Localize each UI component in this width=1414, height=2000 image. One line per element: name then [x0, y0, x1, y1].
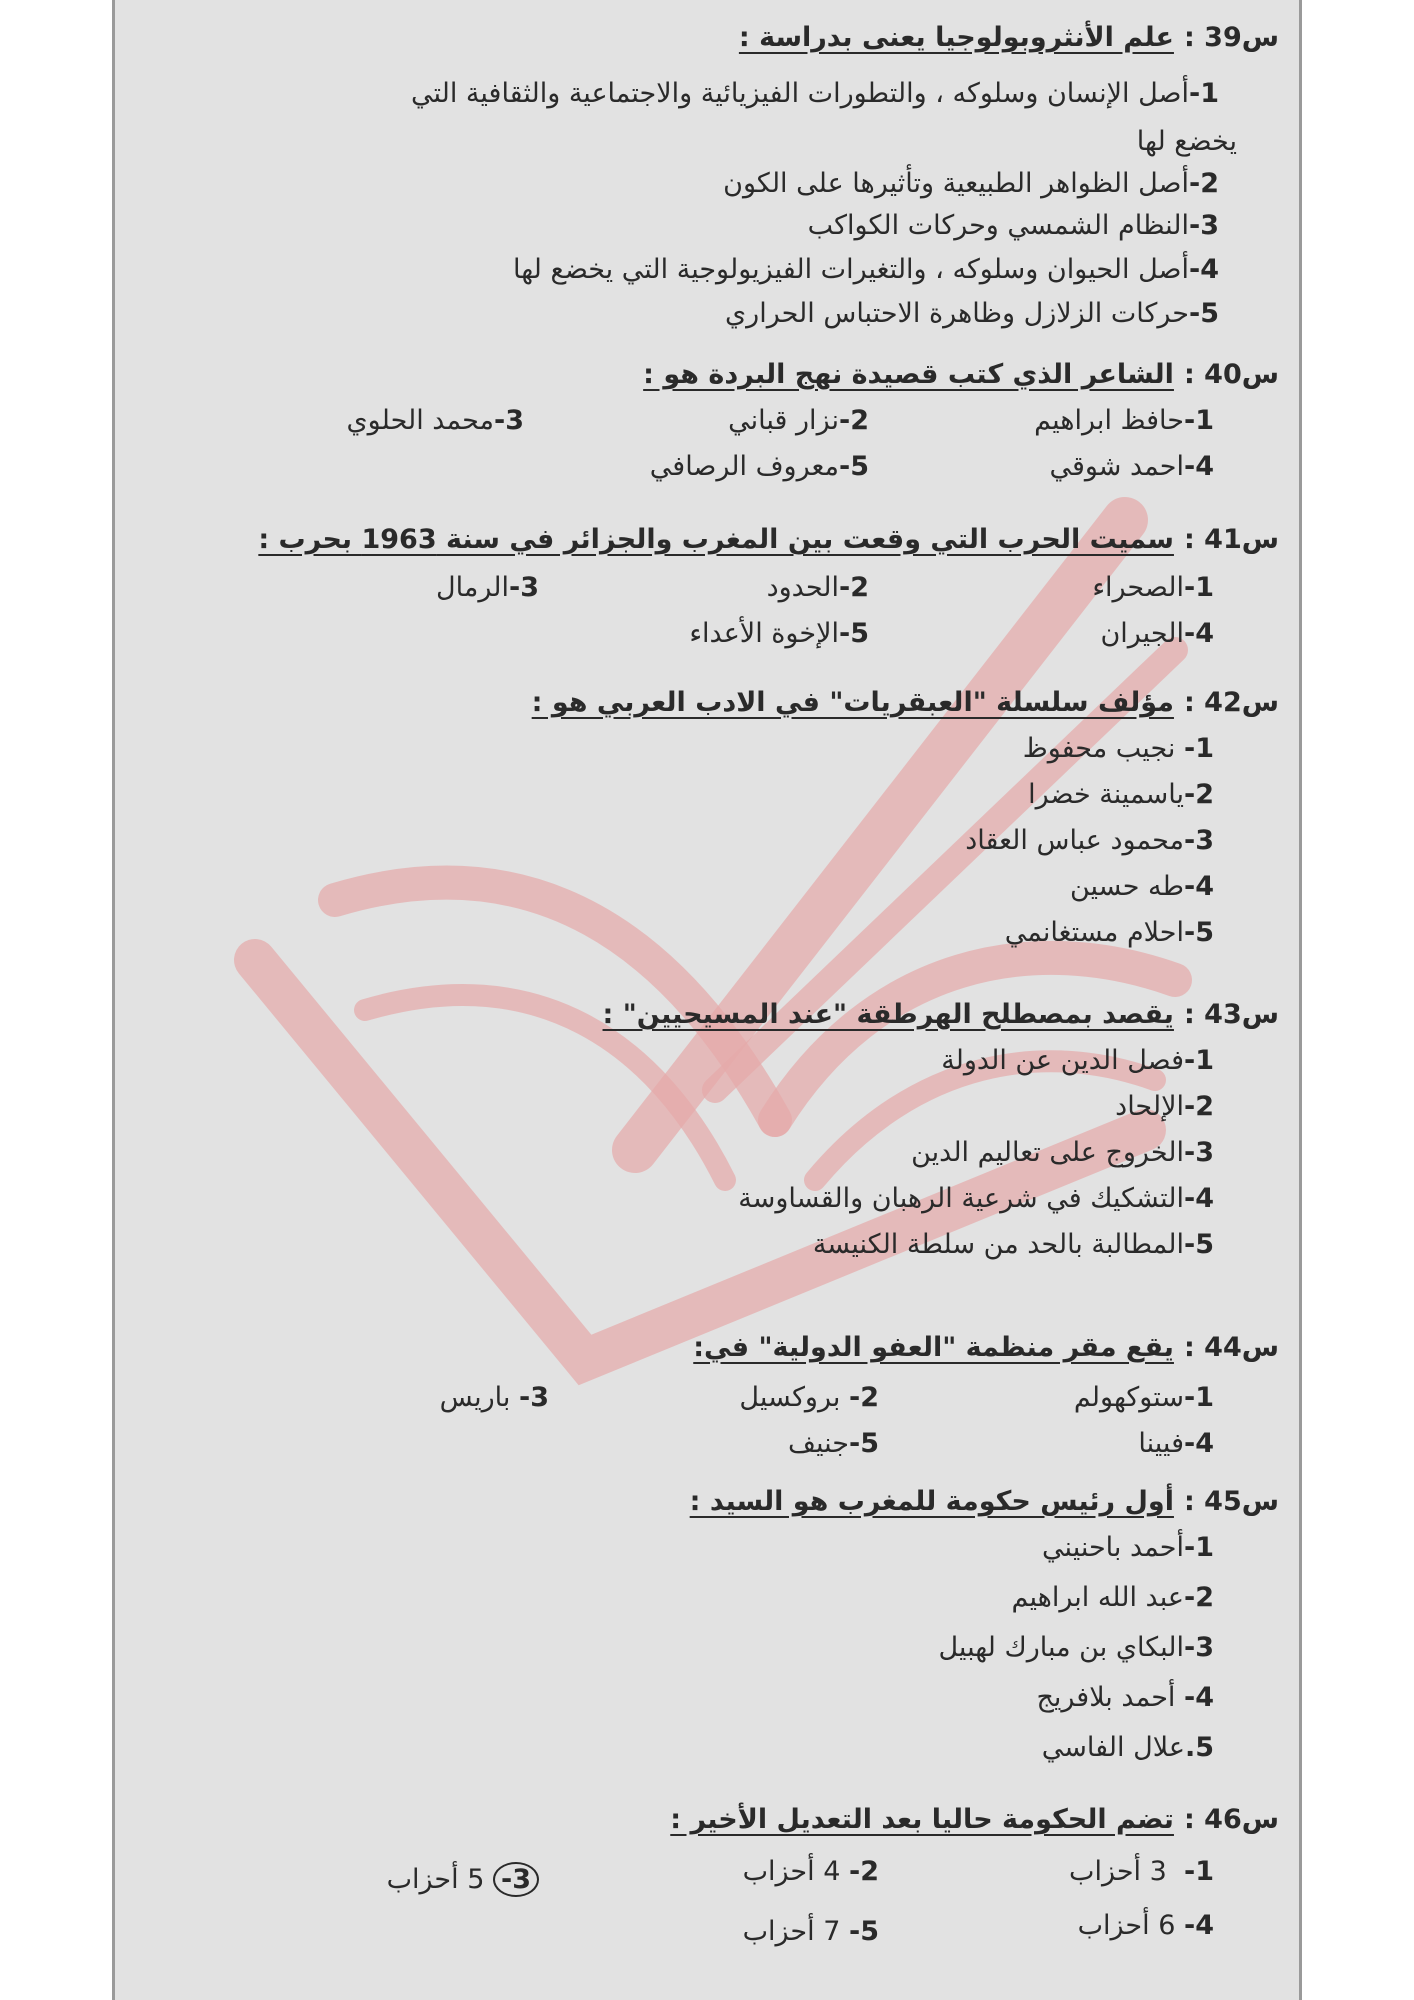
- option-1: 1-ستوكهولم: [1073, 1382, 1214, 1413]
- option-5: 5-حركات الزلازل وظاهرة الاحتباس الحراري: [725, 298, 1219, 329]
- option-5: 5-احلام مستغانمي: [1004, 917, 1214, 948]
- option-4: 4-الجيران: [1100, 618, 1214, 649]
- answer-circle-mark: 3-: [493, 1862, 539, 1897]
- option-3: 3-البكاي بن مبارك لهبيل: [938, 1632, 1214, 1663]
- option-1: 1-أصل الإنسان وسلوكه ، والتطورات الفيزيائية والاجتماعية والثقافية التي: [410, 78, 1219, 109]
- question-40: [135, 355, 1279, 495]
- question-number: س41 :: [1183, 524, 1279, 555]
- question-number: س40 :: [1183, 359, 1279, 390]
- question-43: [135, 995, 1279, 1295]
- option-5: 5-المطالبة بالحد من سلطة الكنيسة: [812, 1229, 1214, 1260]
- question-header: [135, 355, 1279, 395]
- option-3-circled: 3- 5 أحزاب: [387, 1862, 539, 1897]
- question-text: مؤلف سلسلة "العبقريات" في الادب العربي هو :: [531, 687, 1174, 718]
- option-3: 3-الرمال: [436, 572, 539, 603]
- question-header: [135, 683, 1279, 723]
- question-header: [135, 1482, 1279, 1522]
- option-2: 2-الحدود: [766, 572, 869, 603]
- question-number: س43 :: [1183, 999, 1279, 1030]
- option-5: 5- 7 أحزاب: [742, 1916, 879, 1947]
- option-5: 5-جنيف: [788, 1428, 879, 1459]
- question-39: [135, 18, 1279, 358]
- option-1: 1-الصحراء: [1092, 572, 1214, 603]
- option-4: 4-طه حسين: [1069, 871, 1214, 902]
- option-4: 4-أصل الحيوان وسلوكه ، والتغيرات الفيزيولوجية التي يخضع لها: [512, 254, 1219, 285]
- exam-page: [112, 0, 1302, 2000]
- option-2: 2- بروكسيل: [739, 1382, 879, 1413]
- question-42: [135, 683, 1279, 983]
- question-number: س46 :: [1183, 1804, 1279, 1835]
- option-2: 2-نزار قباني: [728, 405, 869, 436]
- question-46: [135, 1800, 1279, 1970]
- option-1: 1-فصل الدين عن الدولة: [941, 1045, 1214, 1076]
- option-3: 3-محمود عباس العقاد: [965, 825, 1214, 856]
- question-text: تضم الحكومة حاليا بعد التعديل الأخير :: [670, 1804, 1174, 1835]
- option-3: 3-الخروج على تعاليم الدين: [911, 1137, 1214, 1168]
- question-number: س39 :: [1183, 22, 1279, 53]
- option-5: 5-معروف الرصافي: [649, 451, 869, 482]
- option-2: 2- 4 أحزاب: [742, 1856, 879, 1887]
- question-text: سميت الحرب التي وقعت بين المغرب والجزائر في سنة 1963 بحرب :: [258, 524, 1174, 555]
- option-4: 4- أحمد بلافريج: [1036, 1682, 1214, 1713]
- question-41: [135, 520, 1279, 660]
- question-45: [135, 1482, 1279, 1782]
- option-3: 3-النظام الشمسي وحركات الكواكب: [807, 210, 1219, 241]
- question-header: [135, 995, 1279, 1035]
- option-2: 2-الإلحاد: [1115, 1091, 1214, 1122]
- question-number: س42 :: [1183, 687, 1279, 718]
- option-2: 2-ياسمينة خضرا: [1028, 779, 1214, 810]
- option-2: 2-عبد الله ابراهيم: [1011, 1582, 1214, 1613]
- question-text: علم الأنثروبولوجيا يعنى بدراسة :: [738, 22, 1174, 53]
- question-header: [135, 18, 1279, 58]
- option-3: 3-محمد الحلوي: [346, 405, 524, 436]
- question-header: [135, 1328, 1279, 1368]
- option-1: 1-أحمد باحنيني: [1042, 1532, 1214, 1563]
- option-4: 4-احمد شوقي: [1049, 451, 1214, 482]
- option-2: 2-أصل الظواهر الطبيعية وتأثيرها على الكون: [723, 168, 1219, 199]
- question-header: [135, 1800, 1279, 1840]
- option-4: 4-فيينا: [1138, 1428, 1214, 1459]
- question-text: يقع مقر منظمة "العفو الدولية" في:: [693, 1332, 1174, 1363]
- option-3: 3- باريس: [439, 1382, 549, 1413]
- question-text: يقصد بمصطلح الهرطقة "عند المسيحيين" :: [602, 999, 1174, 1030]
- option-4: 4-التشكيك في شرعية الرهبان والقساوسة: [738, 1183, 1214, 1214]
- question-header: [135, 520, 1279, 560]
- question-text: الشاعر الذي كتب قصيدة نهج البردة هو :: [643, 359, 1174, 390]
- option-1-continued: يخضع لها: [1136, 126, 1237, 157]
- question-text: أول رئيس حكومة للمغرب هو السيد :: [689, 1486, 1174, 1517]
- question-44: [135, 1328, 1279, 1488]
- option-1: 1-حافظ ابراهيم: [1034, 405, 1214, 436]
- option-4: 4- 6 أحزاب: [1077, 1910, 1214, 1941]
- option-5: 5-الإخوة الأعداء: [689, 618, 869, 649]
- option-5: 5.علال الفاسي: [1041, 1732, 1214, 1763]
- question-number: س45 :: [1183, 1486, 1279, 1517]
- option-1: 1- نجيب محفوظ: [1022, 733, 1214, 764]
- question-number: س44 :: [1183, 1332, 1279, 1363]
- option-1: 1- 3 أحزاب: [1069, 1856, 1214, 1887]
